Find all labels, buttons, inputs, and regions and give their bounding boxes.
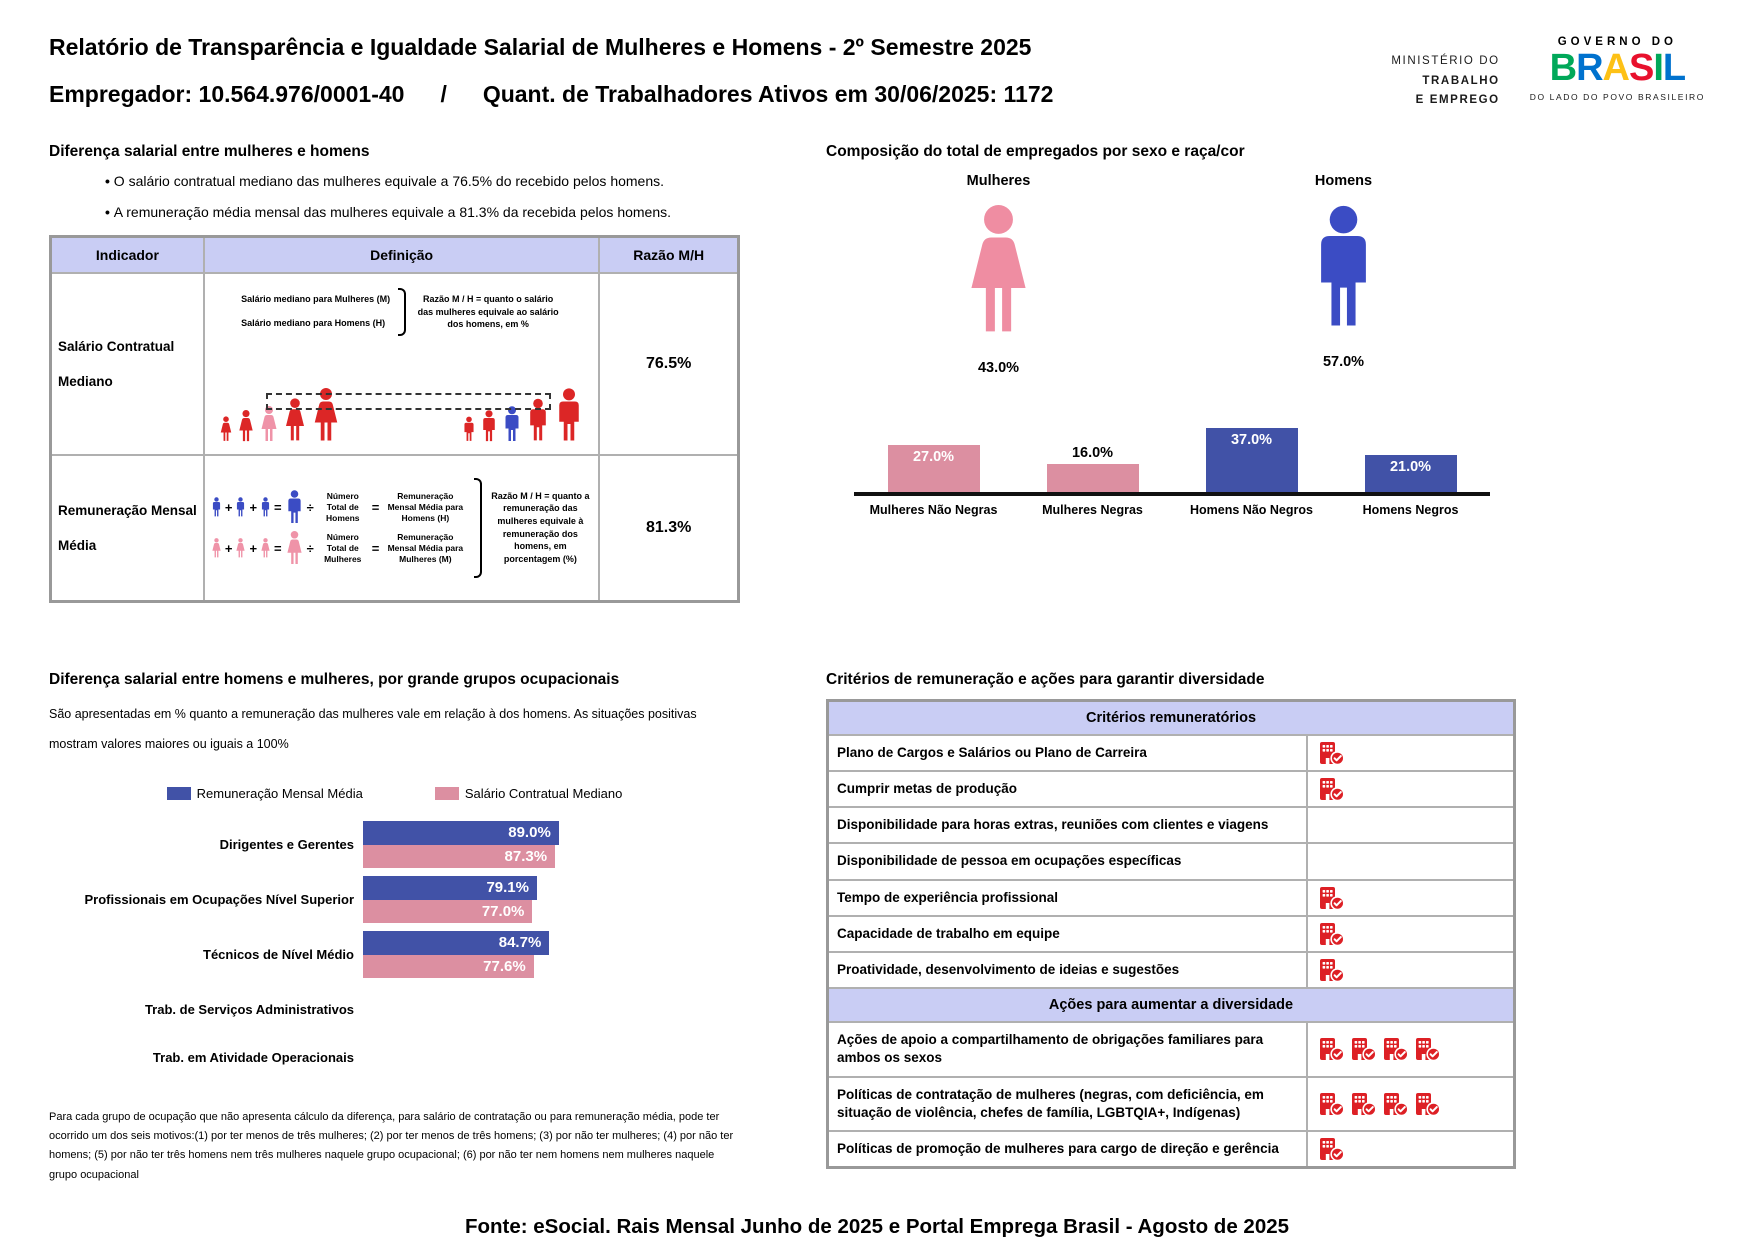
man-icon	[235, 497, 246, 517]
bar-salario-mediano: 77.0%	[363, 900, 532, 923]
man-icon	[1309, 205, 1378, 329]
building-check-icon	[1318, 1137, 1345, 1161]
header-logos	[1391, 36, 1705, 111]
criteria-status-cell	[1307, 880, 1515, 916]
bar-value-label: 27.0%	[912, 448, 955, 465]
criteria-label: Capacidade de trabalho em equipe	[828, 916, 1307, 952]
chart-legend	[49, 786, 740, 801]
composition-category-labels	[854, 503, 1490, 517]
man-icon	[462, 416, 476, 442]
bar-mulheres-negras	[1047, 464, 1139, 492]
table-row	[828, 1077, 1515, 1131]
men-figure-block	[1171, 173, 1516, 376]
indicator-name: Remuneração Mensal Média	[51, 455, 204, 602]
report-body	[49, 129, 1705, 1185]
median-women-label: Salário mediano para Mulheres (M)	[241, 294, 391, 305]
governo-do-brasil-logo	[1530, 36, 1705, 102]
separator: /	[440, 81, 447, 107]
criteria-label: Disponibilidade para horas extras, reuniões com clientes e viagens	[828, 807, 1307, 843]
report-header	[49, 34, 1705, 111]
building-check-icon	[1414, 1037, 1441, 1061]
section-occupation-gap	[49, 657, 740, 1185]
definition-cell	[204, 273, 600, 455]
median-range-dashed-box	[266, 393, 551, 410]
bar-value-label: 16.0%	[1071, 444, 1114, 461]
bar-homens-nao-negros	[1206, 428, 1298, 492]
occupation-bar-group	[49, 876, 740, 923]
brasil-wordmark: BRASIL	[1549, 47, 1686, 89]
bar-homens-negros	[1365, 455, 1457, 491]
category-label: Homens Não Negros	[1190, 502, 1313, 517]
section-composition	[826, 129, 1516, 517]
legend-swatch-pink	[435, 787, 459, 800]
source-footer: Fonte: eSocial. Rais Mensal Junho de 2025 e Portal Emprega Brasil - Agosto de 2025	[464, 1214, 1290, 1238]
action-count-cell	[1307, 1077, 1515, 1131]
salary-gap-bullets	[49, 173, 740, 220]
criteria-status-cell	[1307, 735, 1515, 771]
table-row	[51, 455, 739, 602]
man-icon	[554, 388, 584, 442]
definition-cell	[204, 455, 600, 602]
criteria-table	[826, 699, 1516, 1170]
table-row	[51, 273, 739, 455]
col-razao: Razão M/H	[599, 236, 738, 273]
indicator-table-header-row	[51, 236, 739, 273]
col-indicador: Indicador	[51, 236, 204, 273]
woman-icon	[219, 416, 233, 442]
criteria-label: Plano de Cargos e Salários ou Plano de Carreira	[828, 735, 1307, 771]
building-check-icon	[1382, 1092, 1409, 1116]
action-label: Ações de apoio a compartilhamento de obrigações familiares para ambos os sexos	[828, 1022, 1307, 1076]
occupation-gap-heading: Diferença salarial entre homens e mulheres, por grande grupos ocupacionais	[49, 670, 620, 688]
composition-bar-col	[854, 420, 1013, 492]
category-label: Homens Negros	[1362, 502, 1459, 517]
woman-icon	[237, 410, 255, 442]
building-check-icon	[1318, 958, 1345, 982]
occupation-group-label: Dirigentes e Gerentes	[219, 836, 354, 852]
composition-bars	[854, 424, 1490, 496]
woman-icon	[211, 538, 222, 558]
header-titles	[49, 34, 1053, 108]
bar-remuneracao-media: 89.0%	[363, 821, 559, 845]
bullet-item: • A remuneração média mensal das mulheres equivale a 81.3% da recebida pelos homens.	[105, 204, 740, 220]
criteria-status-cell	[1307, 843, 1515, 879]
criteria-section-header	[828, 700, 1515, 735]
table-row	[828, 952, 1515, 988]
building-check-icon	[1350, 1037, 1377, 1061]
ratio-value: 76.5%	[599, 273, 738, 455]
table-row	[828, 916, 1515, 952]
man-icon	[211, 497, 222, 517]
woman-icon	[235, 538, 246, 558]
man-icon	[260, 497, 271, 517]
page-title: Relatório de Transparência e Igualdade Salarial de Mulheres e Homens - 2º Semestre 2025	[49, 34, 1032, 60]
section-salary-gap	[49, 129, 740, 603]
table-row	[828, 807, 1515, 843]
legend-item-mediano	[435, 786, 623, 801]
building-check-icon	[1382, 1037, 1409, 1061]
sex-figures	[826, 173, 1516, 376]
action-count-cell	[1307, 1131, 1515, 1168]
bar-value-label: 21.0%	[1389, 459, 1432, 476]
bullet-item: • O salário contratual mediano das mulheres equivale a 76.5% do recebido pelos homens.	[105, 173, 740, 189]
building-check-icon	[1318, 922, 1345, 946]
criteria-status-cell	[1307, 952, 1515, 988]
section-criteria	[826, 657, 1516, 1170]
woman-icon	[285, 531, 304, 565]
criteria-label: Disponibilidade de pessoa em ocupações específicas	[828, 843, 1307, 879]
women-average-formula: + + = ÷ Número Total de Mulheres = Remuneração Mensal Média para Mulheres (M)	[211, 531, 469, 565]
table-row	[828, 771, 1515, 807]
table-row	[828, 880, 1515, 916]
total-women-label: Número Total de Mulheres	[324, 531, 362, 564]
women-percentage: 43.0%	[977, 359, 1020, 376]
bar-remuneracao-media: 79.1%	[363, 876, 537, 900]
employer-line	[49, 81, 1053, 108]
occupation-bar-group	[49, 931, 740, 978]
composition-bar-col	[1013, 420, 1172, 492]
ratio-definition-note: Razão M / H = quanto o salário das mulheres equivale ao salário dos homens, em %	[417, 294, 559, 329]
active-workers: Quant. de Trabalhadores Ativos em 30/06/2025: 1172	[482, 81, 1054, 107]
men-average-formula: + + = ÷ Número Total de Homens = Remuneração Mensal Média para Homens (H)	[211, 490, 469, 524]
occupation-group-label: Trab. de Serviços Administrativos	[144, 1002, 354, 1018]
indicator-name: Salário Contratual Mediano	[51, 273, 204, 455]
occupation-gap-description: São apresentadas em % quanto a remuneração das mulheres vale em relação à dos homens. As situações positivas mostram valores maiores ou iguais a 100%	[49, 706, 697, 752]
women-figure-block	[826, 173, 1171, 376]
ministry-line3: E EMPREGO	[1415, 94, 1500, 107]
employer-id: Empregador: 10.564.976/0001-40	[49, 81, 405, 107]
median-men-label: Salário mediano para Homens (H)	[241, 317, 386, 328]
building-check-icon	[1318, 1037, 1345, 1061]
occupation-bar-group	[49, 986, 740, 1034]
woman-icon	[260, 538, 271, 558]
building-check-icon	[1318, 886, 1345, 910]
total-men-label: Número Total de Homens	[325, 490, 360, 523]
bar-value-label: 37.0%	[1230, 431, 1273, 448]
remuneration-criteria-title: Critérios remuneratórios	[828, 700, 1515, 735]
occupation-bar-chart	[49, 821, 740, 1082]
criteria-label: Proatividade, desenvolvimento de ideias e sugestões	[828, 952, 1307, 988]
legend-swatch-blue	[167, 787, 191, 800]
table-row	[828, 735, 1515, 771]
category-label: Mulheres Negras	[1042, 502, 1143, 517]
woman-icon	[962, 205, 1035, 335]
ministry-line2: TRABALHO	[1422, 74, 1500, 87]
building-check-icon	[1350, 1092, 1377, 1116]
building-check-icon	[1414, 1092, 1441, 1116]
occupation-chart-footnote: Para cada grupo de ocupação que não apresenta cálculo da diferença, para salário de contratação ou para remuneração média, pode ter ocorrido um dos seis motivos:(1) por ter menos de três mulheres; (2) por ter menos de três homens; (3) por não ter mulheres; (4) por não ter homens; (5) por não ter três homens nem três mulheres naquele grupo ocupacional; (6) por não ter nem homens nem mulheres naquele grupo ocupacional	[49, 1110, 734, 1181]
legend-label: Remuneração Mensal Média	[196, 785, 363, 801]
building-check-icon	[1318, 1092, 1345, 1116]
bar-salario-mediano: 87.3%	[363, 845, 555, 868]
ministry-line1: MINISTÉRIO DO	[1391, 55, 1500, 67]
salary-gap-heading: Diferença salarial entre mulheres e homens	[49, 142, 370, 160]
legend-item-media	[167, 786, 363, 801]
action-label: Políticas de contratação de mulheres (negras, com deficiência, em situação de violência, chefes de família, LGBTQIA+, Indígenas)	[828, 1077, 1307, 1131]
composition-bar-col	[1172, 420, 1331, 492]
category-label: Mulheres Não Negras	[869, 502, 998, 517]
men-mean-label: Remuneração Mensal Média para Homens (H)	[387, 490, 464, 523]
bar-salario-mediano: 77.6%	[363, 955, 534, 978]
criteria-heading: Critérios de remuneração e ações para garantir diversidade	[826, 670, 1265, 688]
woman-median-highlight-icon	[259, 406, 279, 442]
man-icon	[285, 490, 304, 524]
composition-bar-chart	[854, 424, 1490, 517]
mean-remuneration-diagram	[211, 464, 593, 592]
bracket-icon	[398, 288, 406, 336]
women-mean-label: Remuneração Mensal Média para Mulheres (M)	[387, 531, 464, 564]
men-percentage: 57.0%	[1322, 353, 1365, 370]
building-check-icon	[1318, 741, 1345, 765]
occupation-group-label: Técnicos de Nível Médio	[203, 946, 354, 962]
indicator-table	[49, 235, 740, 603]
diversity-actions-title: Ações para aumentar a diversidade	[828, 988, 1515, 1022]
criteria-label: Tempo de experiência profissional	[828, 880, 1307, 916]
man-icon	[480, 410, 498, 442]
gov-logo-tagline: DO LADO DO POVO BRASILEIRO	[1529, 91, 1705, 102]
legend-label: Salário Contratual Mediano	[464, 785, 623, 801]
occupation-group-label: Profissionais em Ocupações Nível Superior	[84, 891, 354, 907]
median-salary-diagram	[211, 288, 593, 446]
occupation-bar-group	[49, 1034, 740, 1082]
composition-heading: Composição do total de empregados por sexo e raça/cor	[826, 142, 1245, 160]
criteria-section-header	[828, 988, 1515, 1022]
occupation-bar-group	[49, 821, 740, 868]
criteria-status-cell	[1307, 771, 1515, 807]
bar-mulheres-nao-negras	[888, 445, 980, 492]
man-median-highlight-icon	[502, 406, 522, 442]
bar-remuneracao-media: 84.7%	[363, 931, 549, 955]
women-label: Mulheres	[966, 172, 1031, 189]
occupation-group-label: Trab. em Atividade Operacionais	[152, 1050, 354, 1066]
men-label: Homens	[1314, 172, 1373, 189]
criteria-label: Cumprir metas de produção	[828, 771, 1307, 807]
building-check-icon	[1318, 777, 1345, 801]
table-row	[828, 1022, 1515, 1076]
action-label: Políticas de promoção de mulheres para cargo de direção e gerência	[828, 1131, 1307, 1168]
people-comparison-graphic	[219, 388, 585, 442]
criteria-status-cell	[1307, 807, 1515, 843]
ministry-logo	[1391, 52, 1499, 111]
ratio-value: 81.3%	[599, 455, 738, 602]
composition-bar-col	[1331, 420, 1490, 492]
table-row	[828, 1131, 1515, 1168]
criteria-status-cell	[1307, 916, 1515, 952]
col-definicao: Definição	[204, 236, 600, 273]
gov-logo-top-text: GOVERNO DO	[1557, 36, 1677, 48]
bracket-icon	[474, 478, 482, 578]
ratio-definition-note: Razão M / H = quanto a remuneração das mulheres equivale à remuneração dos homens, em porcentagem (%)	[491, 490, 590, 564]
action-count-cell	[1307, 1022, 1515, 1076]
table-row	[828, 843, 1515, 879]
